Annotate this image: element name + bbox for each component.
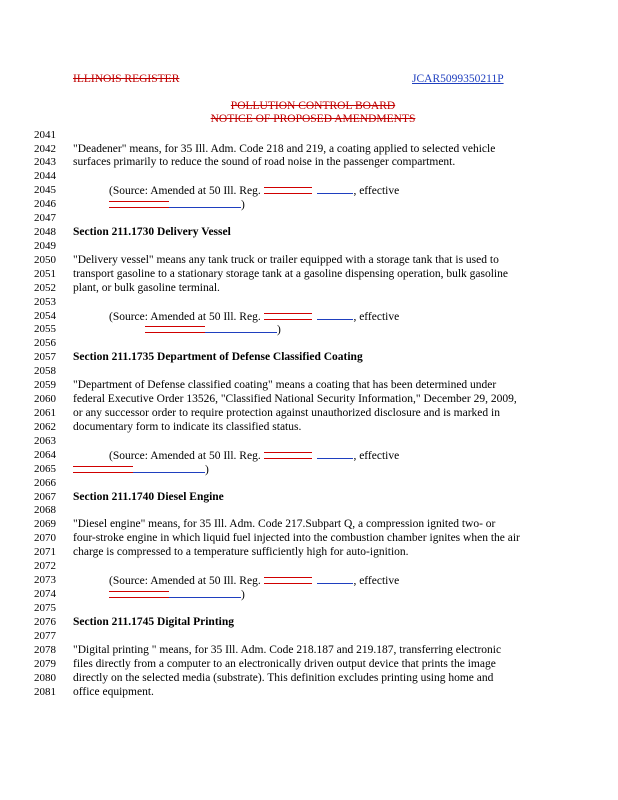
body-text: "Delivery vessel" means any tank truck or trailer equipped with a storage tank that is used to [73, 254, 499, 266]
deleted-blank [73, 463, 133, 473]
body-text: "Deadener" means, for 35 Ill. Adm. Code 218 and 219, a coating applied to selected vehicle [73, 143, 496, 155]
source-note-continued [109, 588, 245, 601]
line-number: 2071 [34, 546, 56, 558]
line-number: 2073 [34, 574, 56, 586]
deleted-blank [109, 198, 169, 208]
source-note [109, 449, 399, 462]
line-number: 2062 [34, 421, 56, 433]
source-effective: , effective [353, 450, 400, 462]
deleted-blank [264, 184, 312, 194]
inserted-blank [133, 463, 205, 473]
body-text: documentary form to indicate its classified status. [73, 421, 302, 433]
line-number: 2054 [34, 310, 56, 322]
source-prefix: (Source: Amended at 50 Ill. Reg. [109, 450, 261, 462]
source-effective: , effective [353, 185, 400, 197]
line-number: 2042 [34, 143, 56, 155]
line-number: 2067 [34, 491, 56, 503]
body-text: transport gasoline to a stationary storage tank at a gasoline dispensing operation, bulk gasoline [73, 268, 508, 280]
notice-title: NOTICE OF PROPOSED AMENDMENTS [210, 113, 416, 125]
line-number: 2070 [34, 532, 56, 544]
line-number: 2063 [34, 435, 56, 447]
line-number: 2059 [34, 379, 56, 391]
line-number: 2068 [34, 504, 56, 516]
agency-name: POLLUTION CONTROL BOARD [230, 100, 396, 112]
inserted-blank [205, 323, 277, 333]
deleted-blank [109, 588, 169, 598]
register-title: ILLINOIS REGISTER [73, 73, 180, 85]
line-number: 2075 [34, 602, 56, 614]
line-number: 2066 [34, 477, 56, 489]
line-number: 2053 [34, 296, 56, 308]
inserted-blank [317, 574, 353, 584]
document-id: JCAR5099350211P [412, 73, 504, 85]
line-number: 2052 [34, 282, 56, 294]
body-text: directly on the selected media (substrate). This definition excludes printing using home and [73, 672, 494, 684]
source-note [109, 574, 399, 587]
body-text: surfaces primarily to reduce the sound of road noise in the passenger compartment. [73, 156, 456, 168]
line-number: 2061 [34, 407, 56, 419]
section-heading: Section 211.1730 Delivery Vessel [73, 226, 231, 238]
line-number: 2060 [34, 393, 56, 405]
inserted-blank [317, 184, 353, 194]
deleted-blank [264, 310, 312, 320]
inserted-blank [317, 310, 353, 320]
source-note [109, 184, 399, 197]
close-paren: ) [205, 464, 209, 476]
source-note [109, 310, 399, 323]
body-text: four-stroke engine in which liquid fuel injected into the combustion chamber ignites when the air [73, 532, 520, 544]
line-number: 2046 [34, 198, 56, 210]
line-number: 2076 [34, 616, 56, 628]
line-number: 2051 [34, 268, 56, 280]
line-number: 2072 [34, 560, 56, 572]
line-number: 2058 [34, 365, 56, 377]
section-heading: Section 211.1745 Digital Printing [73, 616, 234, 628]
section-heading: Section 211.1740 Diesel Engine [73, 491, 224, 503]
body-text: or any successor order to require protection against unauthorized disclosure and is marked in [73, 407, 500, 419]
body-text: office equipment. [73, 686, 154, 698]
section-heading: Section 211.1735 Department of Defense Classified Coating [73, 351, 363, 363]
line-number: 2081 [34, 686, 56, 698]
source-note-continued [145, 323, 281, 336]
deleted-blank [145, 323, 205, 333]
line-number: 2048 [34, 226, 56, 238]
line-number: 2044 [34, 170, 56, 182]
line-number: 2045 [34, 184, 56, 196]
close-paren: ) [277, 324, 281, 336]
line-number: 2065 [34, 463, 56, 475]
source-prefix: (Source: Amended at 50 Ill. Reg. [109, 575, 261, 587]
body-text: charge is compressed to a temperature sufficiently high for auto-ignition. [73, 546, 409, 558]
line-number: 2049 [34, 240, 56, 252]
line-number: 2057 [34, 351, 56, 363]
line-number: 2055 [34, 323, 56, 335]
source-effective: , effective [353, 575, 400, 587]
inserted-blank [169, 198, 241, 208]
line-number: 2078 [34, 644, 56, 656]
line-number: 2064 [34, 449, 56, 461]
body-text: "Department of Defense classified coating" means a coating that has been determined under [73, 379, 497, 391]
body-text: "Digital printing " means, for 35 Ill. Adm. Code 218.187 and 219.187, transferring electronic [73, 644, 502, 656]
deleted-blank [264, 574, 312, 584]
body-text: plant, or bulk gasoline terminal. [73, 282, 220, 294]
line-number: 2043 [34, 156, 56, 168]
deleted-blank [264, 449, 312, 459]
body-text: federal Executive Order 13526, "Classified National Security Information," December 29, 2009, [73, 393, 517, 405]
close-paren: ) [241, 589, 245, 601]
source-note-continued [109, 198, 245, 211]
source-note-continued [73, 463, 209, 476]
inserted-blank [317, 449, 353, 459]
line-number: 2041 [34, 129, 56, 141]
line-number: 2079 [34, 658, 56, 670]
source-prefix: (Source: Amended at 50 Ill. Reg. [109, 185, 261, 197]
body-text: files directly from a computer to an electronically driven output device that prints the image [73, 658, 496, 670]
source-effective: , effective [353, 311, 400, 323]
line-number: 2077 [34, 630, 56, 642]
line-number: 2047 [34, 212, 56, 224]
line-number: 2074 [34, 588, 56, 600]
close-paren: ) [241, 199, 245, 211]
inserted-blank [169, 588, 241, 598]
line-number: 2069 [34, 518, 56, 530]
source-prefix: (Source: Amended at 50 Ill. Reg. [109, 311, 261, 323]
line-number: 2056 [34, 337, 56, 349]
line-number: 2080 [34, 672, 56, 684]
body-text: "Diesel engine" means, for 35 Ill. Adm. Code 217.Subpart Q, a compression ignited two- or [73, 518, 496, 530]
line-number: 2050 [34, 254, 56, 266]
